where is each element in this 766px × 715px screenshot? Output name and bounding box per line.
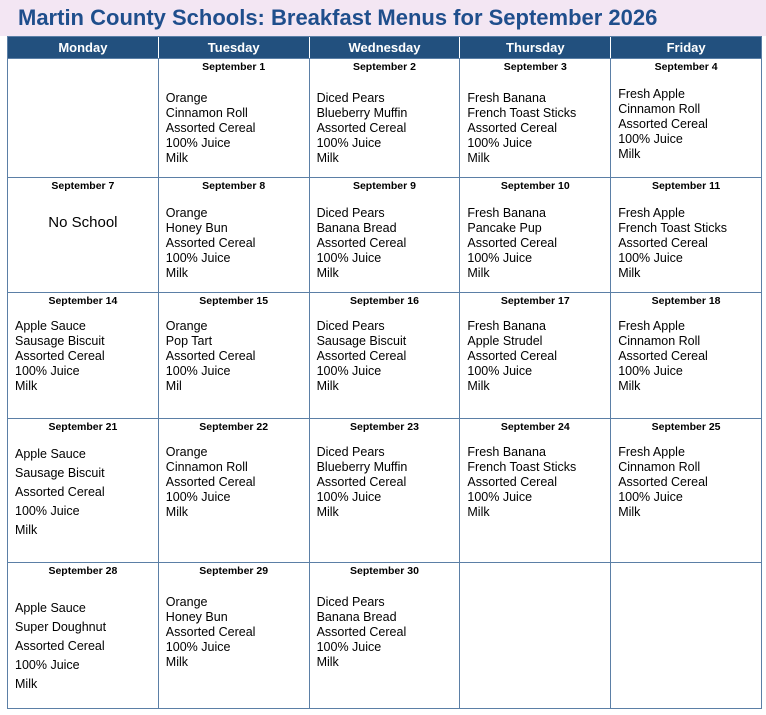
no-school-note: No School bbox=[48, 214, 118, 231]
menu-item: Assorted Cereal bbox=[618, 236, 708, 250]
menu-item: Assorted Cereal bbox=[15, 639, 105, 653]
menu-calendar bbox=[7, 36, 762, 709]
menu-item: 100% Juice bbox=[618, 251, 683, 265]
menu-item: 100% Juice bbox=[165, 364, 231, 378]
day-cell bbox=[460, 293, 611, 418]
menu-item: Super Doughnut bbox=[15, 620, 107, 634]
menu-item: Banana Bread bbox=[316, 221, 397, 235]
day-cell bbox=[159, 293, 310, 418]
menu-item: French Toast Sticks bbox=[467, 460, 577, 474]
day-cell bbox=[8, 178, 159, 292]
menu-item: 100% Juice bbox=[165, 640, 231, 654]
menu-item: Assorted Cereal bbox=[15, 485, 105, 499]
menu-item: 100% Juice bbox=[165, 251, 231, 265]
day-date: September 1 bbox=[202, 61, 266, 73]
day-date: September 11 bbox=[651, 180, 721, 192]
menu-item: Diced Pears bbox=[316, 319, 385, 333]
menu-item: 100% Juice bbox=[467, 490, 533, 504]
menu-item: 100% Juice bbox=[15, 504, 80, 518]
menu-item: Sausage Biscuit bbox=[15, 466, 105, 480]
menu-items bbox=[317, 91, 458, 166]
menu-item: Milk bbox=[165, 151, 189, 165]
menu-item: French Toast Sticks bbox=[618, 221, 728, 235]
day-cell bbox=[159, 563, 310, 709]
menu-item: Milk bbox=[165, 266, 189, 280]
menu-item: Milk bbox=[316, 379, 339, 393]
menu-item: Milk bbox=[467, 266, 490, 280]
menu-item: Assorted Cereal bbox=[467, 121, 558, 135]
day-date: September 7 bbox=[51, 180, 115, 192]
menu-item: 100% Juice bbox=[316, 490, 382, 504]
menu-items bbox=[15, 319, 156, 394]
menu-item: Apple Sauce bbox=[15, 319, 86, 333]
menu-item: Diced Pears bbox=[316, 206, 385, 220]
menu-item: 100% Juice bbox=[618, 490, 683, 504]
menu-item: Apple Strudel bbox=[467, 334, 543, 348]
menu-item: Assorted Cereal bbox=[316, 121, 407, 135]
weekday-header bbox=[8, 37, 761, 58]
day-cell bbox=[611, 293, 761, 418]
menu-item: Fresh Apple bbox=[618, 319, 685, 333]
day-date: September 29 bbox=[199, 565, 269, 577]
menu-item: Milk bbox=[15, 379, 38, 393]
day-date: September 3 bbox=[503, 61, 567, 73]
weekday-friday: Friday bbox=[666, 40, 706, 55]
menu-item: 100% Juice bbox=[467, 251, 533, 265]
day-date: September 15 bbox=[199, 295, 269, 307]
day-cell bbox=[611, 59, 761, 177]
menu-item: 100% Juice bbox=[618, 132, 683, 146]
day-cell bbox=[159, 419, 310, 562]
menu-item: Fresh Banana bbox=[467, 206, 546, 220]
menu-item: Diced Pears bbox=[316, 445, 385, 459]
menu-item: Fresh Banana bbox=[467, 319, 546, 333]
menu-item: Assorted Cereal bbox=[316, 475, 407, 489]
menu-item: Milk bbox=[618, 266, 641, 280]
day-date: September 24 bbox=[500, 421, 570, 433]
menu-item: Mil bbox=[165, 379, 182, 393]
day-cell bbox=[611, 563, 761, 709]
menu-items bbox=[166, 445, 307, 520]
menu-item: Cinnamon Roll bbox=[165, 460, 248, 474]
menu-item: 100% Juice bbox=[467, 136, 533, 150]
menu-item: 100% Juice bbox=[165, 136, 231, 150]
menu-item: Orange bbox=[165, 319, 208, 333]
weekday-wednesday: Wednesday bbox=[310, 37, 461, 58]
menu-item: Diced Pears bbox=[316, 91, 385, 105]
day-cell bbox=[460, 419, 611, 562]
day-cell bbox=[310, 178, 461, 292]
menu-item: Milk bbox=[316, 266, 339, 280]
day-cell bbox=[8, 59, 159, 177]
menu-item: Fresh Apple bbox=[618, 87, 685, 101]
day-cell bbox=[310, 293, 461, 418]
day-date: September 14 bbox=[48, 295, 118, 307]
menu-item: Cinnamon Roll bbox=[165, 106, 248, 120]
menu-item: Fresh Banana bbox=[467, 91, 546, 105]
menu-items bbox=[317, 595, 458, 670]
menu-item: Milk bbox=[618, 505, 641, 519]
menu-item: Milk bbox=[467, 505, 490, 519]
menu-item: Assorted Cereal bbox=[165, 236, 256, 250]
menu-item: Milk bbox=[316, 505, 339, 519]
menu-item: Blueberry Muffin bbox=[316, 460, 408, 474]
day-cell bbox=[8, 419, 159, 562]
day-cell bbox=[460, 563, 611, 709]
day-date: September 9 bbox=[352, 180, 416, 192]
menu-item: Sausage Biscuit bbox=[316, 334, 407, 348]
menu-items bbox=[15, 445, 156, 540]
menu-items bbox=[317, 206, 458, 281]
day-date: September 23 bbox=[350, 421, 419, 433]
menu-items bbox=[618, 87, 759, 162]
menu-item: Apple Sauce bbox=[15, 447, 86, 461]
menu-item: Blueberry Muffin bbox=[316, 106, 408, 120]
menu-item: 100% Juice bbox=[618, 364, 683, 378]
day-date: September 10 bbox=[500, 180, 570, 192]
menu-item: Fresh Apple bbox=[618, 445, 685, 459]
menu-items bbox=[467, 91, 608, 166]
day-cell bbox=[310, 59, 461, 177]
menu-items bbox=[618, 445, 759, 520]
menu-items bbox=[467, 445, 608, 520]
day-cell bbox=[310, 563, 461, 709]
menu-item: Assorted Cereal bbox=[165, 121, 256, 135]
menu-items bbox=[317, 319, 458, 394]
menu-item: Milk bbox=[467, 379, 490, 393]
menu-item: Milk bbox=[316, 655, 339, 669]
menu-items bbox=[618, 319, 759, 394]
day-cell bbox=[460, 178, 611, 292]
menu-item: 100% Juice bbox=[467, 364, 533, 378]
menu-item: Assorted Cereal bbox=[618, 117, 708, 131]
menu-item: Assorted Cereal bbox=[467, 236, 558, 250]
menu-item: Cinnamon Roll bbox=[618, 102, 701, 116]
menu-item: Honey Bun bbox=[165, 610, 228, 624]
menu-item: Cinnamon Roll bbox=[618, 334, 701, 348]
day-cell bbox=[460, 59, 611, 177]
menu-item: 100% Juice bbox=[165, 490, 231, 504]
day-cell bbox=[8, 563, 159, 709]
menu-item: Milk bbox=[15, 677, 38, 691]
menu-item: Banana Bread bbox=[316, 610, 397, 624]
menu-item: Orange bbox=[165, 595, 208, 609]
menu-item: 100% Juice bbox=[15, 658, 80, 672]
weekday-tuesday: Tuesday bbox=[159, 37, 310, 58]
menu-item: 100% Juice bbox=[15, 364, 80, 378]
menu-items bbox=[166, 91, 307, 166]
menu-item: Fresh Apple bbox=[618, 206, 685, 220]
menu-item: Assorted Cereal bbox=[467, 349, 558, 363]
day-cell bbox=[611, 419, 761, 562]
menu-items bbox=[467, 319, 608, 394]
week-row bbox=[8, 292, 761, 418]
menu-item: Pancake Pup bbox=[467, 221, 542, 235]
menu-items bbox=[317, 445, 458, 520]
menu-item: Milk bbox=[316, 151, 339, 165]
menu-item: Assorted Cereal bbox=[15, 349, 105, 363]
menu-item: Milk bbox=[467, 151, 490, 165]
day-date: September 18 bbox=[651, 295, 721, 307]
menu-item: Milk bbox=[165, 505, 189, 519]
day-date: September 28 bbox=[48, 565, 118, 577]
menu-item: French Toast Sticks bbox=[467, 106, 577, 120]
menu-item: Sausage Biscuit bbox=[15, 334, 105, 348]
page-title: Martin County Schools: Breakfast Menus for September 2026 bbox=[0, 0, 766, 36]
menu-item: Assorted Cereal bbox=[165, 349, 256, 363]
menu-items bbox=[618, 206, 759, 281]
menu-item: Assorted Cereal bbox=[316, 625, 407, 639]
menu-item: Pop Tart bbox=[165, 334, 213, 348]
day-cell bbox=[159, 178, 310, 292]
menu-item: Assorted Cereal bbox=[618, 475, 708, 489]
day-date: September 2 bbox=[352, 61, 416, 73]
menu-item: Orange bbox=[165, 206, 208, 220]
menu-items bbox=[166, 206, 307, 281]
menu-item: Orange bbox=[165, 91, 208, 105]
day-date: September 25 bbox=[651, 421, 721, 433]
menu-item: Orange bbox=[165, 445, 208, 459]
weekday-monday: Monday bbox=[8, 37, 159, 58]
menu-item: Fresh Banana bbox=[467, 445, 546, 459]
day-date: September 8 bbox=[202, 180, 266, 192]
menu-item: Assorted Cereal bbox=[316, 349, 407, 363]
day-date: September 21 bbox=[48, 421, 118, 433]
menu-item: Milk bbox=[618, 379, 641, 393]
day-cell bbox=[8, 293, 159, 418]
menu-item: Milk bbox=[15, 523, 38, 537]
menu-items bbox=[15, 599, 156, 694]
week-row bbox=[8, 418, 761, 562]
day-cell bbox=[611, 178, 761, 292]
menu-items bbox=[166, 319, 307, 394]
menu-item: Assorted Cereal bbox=[618, 349, 708, 363]
menu-item: Assorted Cereal bbox=[467, 475, 558, 489]
menu-item: Milk bbox=[165, 655, 189, 669]
menu-item: Assorted Cereal bbox=[165, 625, 256, 639]
day-cell bbox=[310, 419, 461, 562]
menu-item: Milk bbox=[618, 147, 641, 161]
menu-item: 100% Juice bbox=[316, 640, 382, 654]
day-date: September 17 bbox=[500, 295, 570, 307]
day-cell bbox=[159, 59, 310, 177]
week-row bbox=[8, 177, 761, 292]
day-date: September 22 bbox=[199, 421, 269, 433]
menu-items bbox=[166, 595, 307, 670]
menu-item: Honey Bun bbox=[165, 221, 228, 235]
menu-item: 100% Juice bbox=[316, 251, 382, 265]
menu-item: Assorted Cereal bbox=[316, 236, 407, 250]
day-date: September 16 bbox=[350, 295, 419, 307]
week-row bbox=[8, 58, 761, 177]
menu-item: Diced Pears bbox=[316, 595, 385, 609]
week-row bbox=[8, 562, 761, 709]
menu-items bbox=[467, 206, 608, 281]
menu-item: Cinnamon Roll bbox=[618, 460, 701, 474]
menu-item: Assorted Cereal bbox=[165, 475, 256, 489]
menu-item: Apple Sauce bbox=[15, 601, 86, 615]
menu-item: 100% Juice bbox=[316, 136, 382, 150]
weekday-thursday: Thursday bbox=[460, 37, 611, 58]
day-date: September 30 bbox=[350, 565, 419, 577]
menu-item: 100% Juice bbox=[316, 364, 382, 378]
day-date: September 4 bbox=[654, 61, 718, 73]
